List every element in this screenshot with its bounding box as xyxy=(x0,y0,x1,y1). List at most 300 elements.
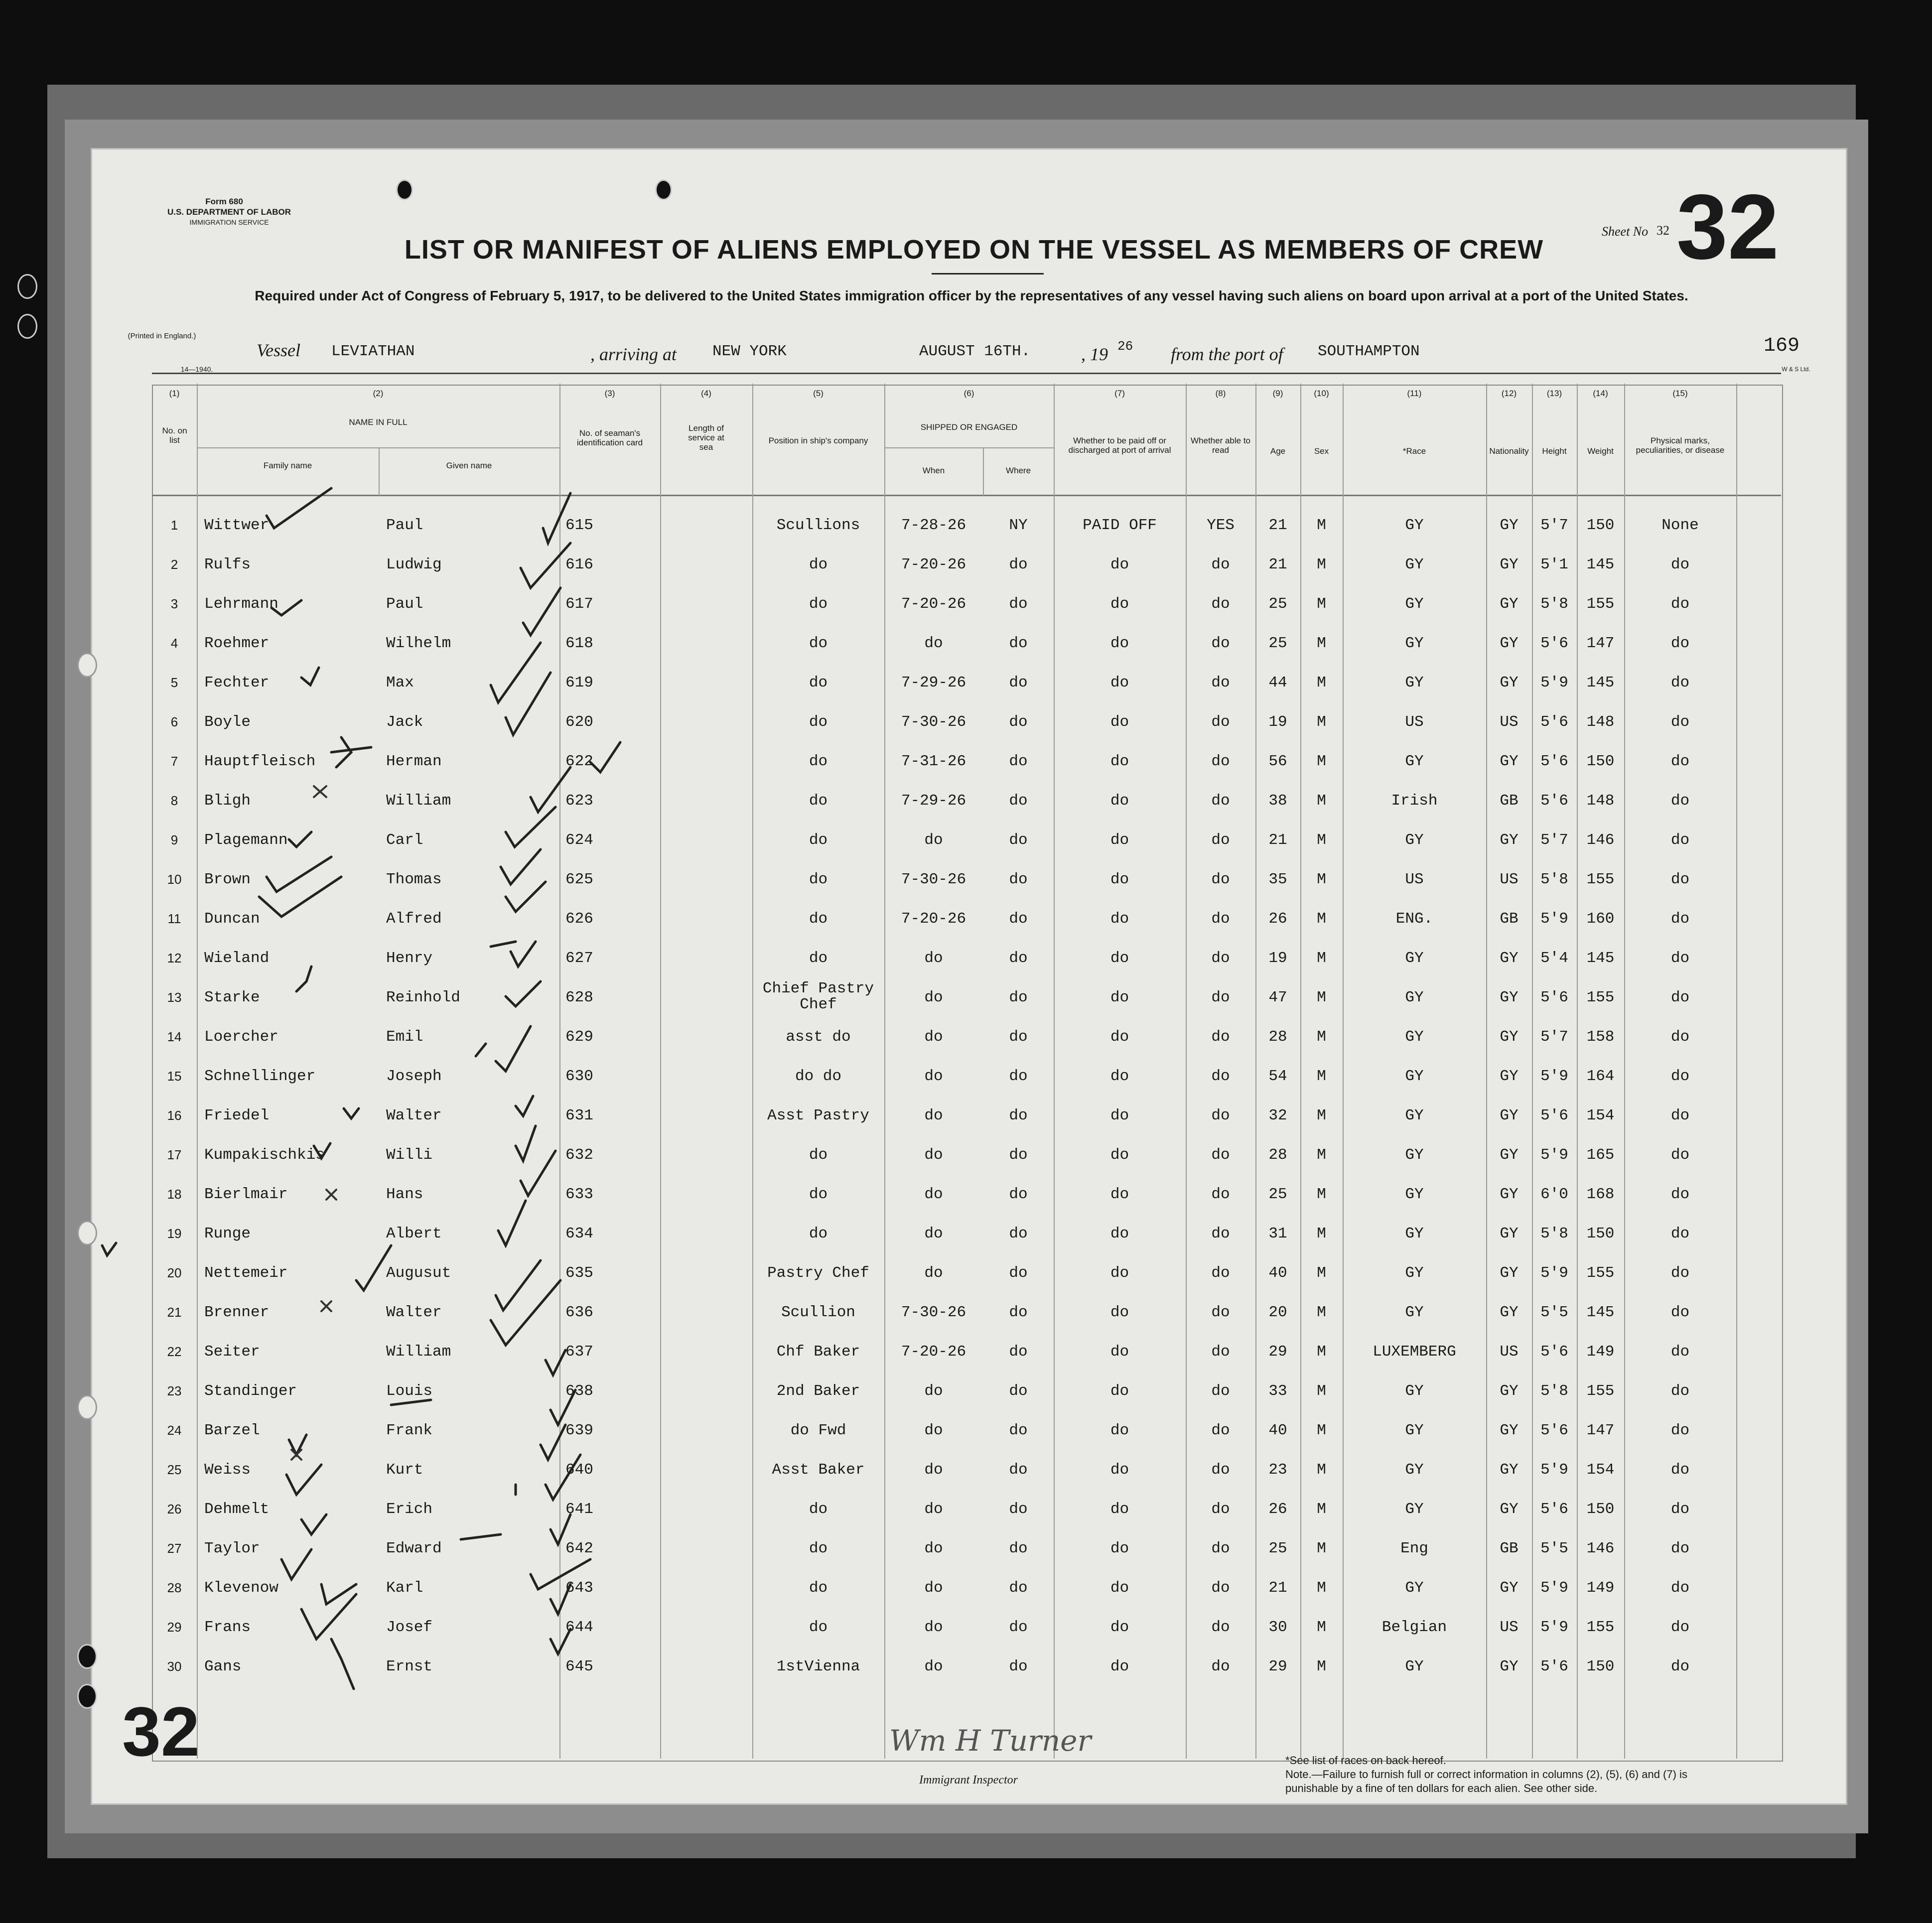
table-row xyxy=(92,1608,1846,1647)
height: 5'6 xyxy=(1540,1343,1568,1361)
paid-off: do xyxy=(1110,871,1129,888)
able-to-read: do xyxy=(1211,1107,1230,1124)
family-name: Seiter xyxy=(204,1343,260,1361)
table-row xyxy=(92,1332,1846,1372)
family-name: Nettemeir xyxy=(204,1264,288,1282)
paid-off: do xyxy=(1110,950,1129,967)
able-to-read: do xyxy=(1211,871,1230,888)
binder-hole xyxy=(77,1684,97,1709)
family-name: Runge xyxy=(204,1225,251,1242)
able-to-read: do xyxy=(1211,1658,1230,1675)
height: 5'9 xyxy=(1540,1461,1568,1479)
given-name: Paul xyxy=(386,517,423,534)
physical-marks: do xyxy=(1670,1382,1690,1400)
weight: 145 xyxy=(1586,674,1615,691)
engaged-place: do xyxy=(1009,1304,1028,1321)
sheet-label: Sheet No xyxy=(1602,224,1649,239)
engaged-date: do xyxy=(924,1501,943,1518)
age: 56 xyxy=(1268,753,1287,770)
id-card-number: 641 xyxy=(565,1501,593,1518)
able-to-read: do xyxy=(1211,1579,1230,1597)
weight: 149 xyxy=(1586,1343,1615,1361)
physical-marks: do xyxy=(1670,910,1690,928)
paid-off: do xyxy=(1110,1225,1129,1242)
table-row xyxy=(92,899,1846,939)
family-name: Bierlmair xyxy=(204,1186,288,1203)
sex: M xyxy=(1317,1146,1326,1164)
table-row xyxy=(92,1096,1846,1135)
table-row xyxy=(92,702,1846,742)
height: 5'7 xyxy=(1540,1028,1568,1046)
nationality: GY xyxy=(1500,1068,1518,1085)
printer-mark: W & S Ltd. xyxy=(1782,366,1810,373)
engaged-place: do xyxy=(1009,910,1028,928)
sex: M xyxy=(1317,1264,1326,1282)
table-row xyxy=(92,545,1846,584)
weight: 154 xyxy=(1586,1107,1615,1124)
title-rule xyxy=(932,273,1044,275)
sex: M xyxy=(1317,1343,1326,1361)
ship-position: do xyxy=(809,871,828,888)
given-name: Jack xyxy=(386,713,423,731)
family-name: Taylor xyxy=(204,1540,260,1557)
race: GY xyxy=(1405,1579,1424,1597)
physical-marks: do xyxy=(1670,1579,1690,1597)
weight: 147 xyxy=(1586,1422,1615,1439)
table-row xyxy=(92,1214,1846,1253)
weight: 149 xyxy=(1586,1579,1615,1597)
race: US xyxy=(1405,713,1424,731)
engaged-date: 7-29-26 xyxy=(901,674,966,691)
family-name: Rulfs xyxy=(204,556,251,573)
able-to-read: do xyxy=(1211,674,1230,691)
weight: 154 xyxy=(1586,1461,1615,1479)
ship-position: do xyxy=(809,635,828,652)
weight: 150 xyxy=(1586,1225,1615,1242)
family-name: Gans xyxy=(204,1658,242,1675)
engaged-date: 7-31-26 xyxy=(901,753,966,770)
ship-position: do xyxy=(809,1501,828,1518)
engaged-place: do xyxy=(1009,635,1028,652)
given-name: Herman xyxy=(386,753,442,770)
row-number: 7 xyxy=(170,754,178,769)
row-number: 16 xyxy=(167,1108,182,1123)
age: 23 xyxy=(1268,1461,1287,1479)
given-name: Reinhold xyxy=(386,989,460,1006)
weight: 145 xyxy=(1586,950,1615,967)
physical-marks: do xyxy=(1670,831,1690,849)
id-card-number: 615 xyxy=(565,517,593,534)
given-name: Augusut xyxy=(386,1264,451,1282)
height: 5'4 xyxy=(1540,950,1568,967)
able-to-read: do xyxy=(1211,753,1230,770)
age: 28 xyxy=(1268,1028,1287,1046)
document-subtitle: Required under Act of Congress of February 5, 1917, to be delivered to the United States immigration officer by the representatives of any vessel having such aliens on board upon arrival at a port of the United States. xyxy=(255,288,1688,303)
physical-marks: do xyxy=(1670,950,1690,967)
row-number: 30 xyxy=(167,1659,182,1674)
ship-position: Chf Baker xyxy=(776,1343,860,1361)
physical-marks: do xyxy=(1670,1501,1690,1518)
age: 29 xyxy=(1268,1658,1287,1675)
id-card-number: 616 xyxy=(565,556,593,573)
weight: 160 xyxy=(1586,910,1615,928)
age: 54 xyxy=(1268,1068,1287,1085)
sex: M xyxy=(1317,1028,1326,1046)
arriving-label: , arriving at xyxy=(590,344,677,364)
paid-off: do xyxy=(1110,635,1129,652)
height: 5'8 xyxy=(1540,1382,1568,1400)
height: 5'5 xyxy=(1540,1540,1568,1557)
id-card-number: 630 xyxy=(565,1068,593,1085)
from-port-label: from the port of xyxy=(1171,344,1283,364)
race: ENG. xyxy=(1395,910,1433,928)
age: 38 xyxy=(1268,792,1287,810)
col-12-number: (12) xyxy=(1501,389,1517,398)
nationality: GB xyxy=(1500,910,1518,928)
ship-position: do xyxy=(809,674,828,691)
table-row xyxy=(92,1175,1846,1214)
physical-marks: do xyxy=(1670,1186,1690,1203)
able-to-read: do xyxy=(1211,1304,1230,1321)
col-family-header: Family name xyxy=(263,461,312,470)
table-row xyxy=(92,1135,1846,1175)
ship-position: do do xyxy=(795,1068,841,1085)
year-prefix: , 19 xyxy=(1081,344,1108,364)
engaged-date: do xyxy=(924,1422,943,1439)
row-number: 5 xyxy=(170,675,178,690)
engaged-date: do xyxy=(924,1658,943,1675)
nationality: GY xyxy=(1500,950,1518,967)
nationality: GY xyxy=(1500,1579,1518,1597)
col-name-header: NAME IN FULL xyxy=(349,417,408,427)
given-name: Kurt xyxy=(386,1461,423,1479)
nationality: GY xyxy=(1500,1225,1518,1242)
engaged-place: do xyxy=(1009,1422,1028,1439)
family-name: Lehrmann xyxy=(204,595,278,613)
height: 5'7 xyxy=(1540,517,1568,534)
given-name: Walter xyxy=(386,1107,442,1124)
height: 5'6 xyxy=(1540,753,1568,770)
sex: M xyxy=(1317,595,1326,613)
department-label: U.S. DEPARTMENT OF LABOR xyxy=(167,207,291,217)
engaged-date: do xyxy=(924,1068,943,1085)
col-age-header: Age xyxy=(1270,446,1286,456)
row-number: 21 xyxy=(167,1305,182,1320)
given-name: Wilhelm xyxy=(386,635,451,652)
engaged-date: 7-20-26 xyxy=(901,910,966,928)
engaged-date: do xyxy=(924,1225,943,1242)
paid-off: do xyxy=(1110,989,1129,1006)
nationality: GY xyxy=(1500,1186,1518,1203)
race: GY xyxy=(1405,753,1424,770)
given-name: Emil xyxy=(386,1028,423,1046)
nationality: GY xyxy=(1500,753,1518,770)
family-name: Boyle xyxy=(204,713,251,731)
table-row xyxy=(92,939,1846,978)
engaged-place: do xyxy=(1009,1540,1028,1557)
paid-off: do xyxy=(1110,1658,1129,1675)
paid-off: do xyxy=(1110,910,1129,928)
given-name: William xyxy=(386,792,451,810)
height: 5'5 xyxy=(1540,1304,1568,1321)
physical-marks: do xyxy=(1670,674,1690,691)
table-row xyxy=(92,663,1846,702)
sheet-stamp: 32 xyxy=(122,1692,200,1771)
id-card-number: 635 xyxy=(565,1264,593,1282)
engaged-date: 7-20-26 xyxy=(901,1343,966,1361)
nationality: GY xyxy=(1500,1422,1518,1439)
col-marks-header: Physical marks, peculiarities, or disease xyxy=(1636,436,1725,455)
engaged-place: do xyxy=(1009,1658,1028,1675)
engaged-date: do xyxy=(924,1619,943,1636)
able-to-read: do xyxy=(1211,950,1230,967)
print-code: 14—1940. xyxy=(180,365,213,373)
id-card-number: 631 xyxy=(565,1107,593,1124)
able-to-read: do xyxy=(1211,1146,1230,1164)
ship-position: do xyxy=(809,910,828,928)
weight: 146 xyxy=(1586,1540,1615,1557)
race: GY xyxy=(1405,1264,1424,1282)
col-7-number: (7) xyxy=(1114,389,1125,398)
height: 5'9 xyxy=(1540,1264,1568,1282)
departure-port: SOUTHAMPTON xyxy=(1318,343,1420,360)
sex: M xyxy=(1317,792,1326,810)
paid-off: do xyxy=(1110,753,1129,770)
able-to-read: do xyxy=(1211,713,1230,731)
age: 47 xyxy=(1268,989,1287,1006)
id-card-number: 638 xyxy=(565,1382,593,1400)
id-card-number: 625 xyxy=(565,871,593,888)
weight: 148 xyxy=(1586,713,1615,731)
binder-hole xyxy=(77,1395,97,1420)
ship-position: Asst Pastry xyxy=(767,1107,869,1124)
nationality: US xyxy=(1500,1619,1518,1636)
height: 5'6 xyxy=(1540,792,1568,810)
row-number: 14 xyxy=(167,1029,182,1044)
paid-off: do xyxy=(1110,1264,1129,1282)
id-card-number: 633 xyxy=(565,1186,593,1203)
height: 5'7 xyxy=(1540,831,1568,849)
sex: M xyxy=(1317,1579,1326,1597)
paid-off: do xyxy=(1110,674,1129,691)
physical-marks: do xyxy=(1670,753,1690,770)
physical-marks: do xyxy=(1670,1068,1690,1085)
row-number: 24 xyxy=(167,1423,182,1438)
id-card-number: 639 xyxy=(565,1422,593,1439)
sheet-number-small: 32 xyxy=(1656,223,1669,238)
col-15-number: (15) xyxy=(1672,389,1688,398)
race: GY xyxy=(1405,1304,1424,1321)
family-name: Weiss xyxy=(204,1461,251,1479)
race: GY xyxy=(1405,1501,1424,1518)
col-5-number: (5) xyxy=(813,389,824,398)
table-row xyxy=(92,1411,1846,1450)
family-name: Schnellinger xyxy=(204,1068,316,1085)
physical-marks: do xyxy=(1670,1619,1690,1636)
given-name: Louis xyxy=(386,1382,433,1400)
sex: M xyxy=(1317,556,1326,573)
able-to-read: do xyxy=(1211,792,1230,810)
sex: M xyxy=(1317,713,1326,731)
race: Eng xyxy=(1400,1540,1428,1557)
ship-position: Pastry Chef xyxy=(767,1264,869,1282)
row-number: 10 xyxy=(167,872,182,887)
row-number: 4 xyxy=(170,636,178,651)
age: 21 xyxy=(1268,1579,1287,1597)
id-card-number: 628 xyxy=(565,989,593,1006)
form-number: Form 680 xyxy=(205,197,243,206)
binder-hole xyxy=(77,1221,97,1245)
document-title: LIST OR MANIFEST OF ALIENS EMPLOYED ON THE VESSEL AS MEMBERS OF CREW xyxy=(404,235,1544,265)
nationality: GY xyxy=(1500,1146,1518,1164)
height: 5'6 xyxy=(1540,1658,1568,1675)
nationality: GY xyxy=(1500,595,1518,613)
id-card-number: 632 xyxy=(565,1146,593,1164)
given-name: Carl xyxy=(386,831,423,849)
col-where-header: Where xyxy=(1005,466,1031,475)
weight: 158 xyxy=(1586,1028,1615,1046)
row-number: 11 xyxy=(167,911,181,926)
engaged-place: do xyxy=(1009,713,1028,731)
ship-position: do xyxy=(809,1146,828,1164)
engaged-date: do xyxy=(924,1186,943,1203)
ship-position: do xyxy=(809,950,828,967)
weight: 147 xyxy=(1586,635,1615,652)
engaged-date: 7-30-26 xyxy=(901,713,966,731)
race: Belgian xyxy=(1381,1619,1447,1636)
height: 5'6 xyxy=(1540,1501,1568,1518)
engaged-place: do xyxy=(1009,1107,1028,1124)
id-card-number: 619 xyxy=(565,674,593,691)
physical-marks: None xyxy=(1661,517,1699,534)
race: GY xyxy=(1405,1382,1424,1400)
printed-in-label: (Printed in England.) xyxy=(128,332,196,340)
ship-position: Asst Baker xyxy=(772,1461,865,1479)
row-number: 20 xyxy=(167,1265,182,1280)
given-name: Albert xyxy=(386,1225,442,1242)
ship-position: do xyxy=(809,1540,828,1557)
paid-off: do xyxy=(1110,1068,1129,1085)
ship-position: do xyxy=(809,1186,828,1203)
paid-off: do xyxy=(1110,1422,1129,1439)
race: GY xyxy=(1405,1225,1424,1242)
engaged-date: 7-29-26 xyxy=(901,792,966,810)
height: 5'9 xyxy=(1540,1068,1568,1085)
id-card-number: 618 xyxy=(565,635,593,652)
given-name: Walter xyxy=(386,1304,442,1321)
physical-marks: do xyxy=(1670,871,1690,888)
height: 5'8 xyxy=(1540,1225,1568,1242)
row-number: 23 xyxy=(167,1383,182,1398)
vessel-name: LEVIATHAN xyxy=(331,343,415,360)
voyage-rule xyxy=(152,373,1781,374)
punch-hole xyxy=(396,179,413,200)
nationality: US xyxy=(1500,713,1518,731)
engaged-date: 7-20-26 xyxy=(901,595,966,613)
col-8-number: (8) xyxy=(1215,389,1226,398)
nationality: GY xyxy=(1500,635,1518,652)
nationality: GY xyxy=(1500,517,1518,534)
nationality: GY xyxy=(1500,1461,1518,1479)
race: Irish xyxy=(1391,792,1438,810)
paid-off: do xyxy=(1110,1619,1129,1636)
physical-marks: do xyxy=(1670,713,1690,731)
col-nationality-header: Nationality xyxy=(1489,446,1529,456)
nationality: US xyxy=(1500,871,1518,888)
ship-position: do xyxy=(809,556,828,573)
race: GY xyxy=(1405,595,1424,613)
physical-marks: do xyxy=(1670,635,1690,652)
physical-marks: do xyxy=(1670,989,1690,1006)
id-card-number: 626 xyxy=(565,910,593,928)
sex: M xyxy=(1317,1225,1326,1242)
physical-marks: do xyxy=(1670,1264,1690,1282)
paid-off: do xyxy=(1110,792,1129,810)
physical-marks: do xyxy=(1670,1028,1690,1046)
table-row xyxy=(92,1293,1846,1332)
col-race-header: *Race xyxy=(1402,446,1426,456)
height: 5'8 xyxy=(1540,871,1568,888)
nationality: GY xyxy=(1500,1107,1518,1124)
race: GY xyxy=(1405,517,1424,534)
family-name: Klevenow xyxy=(204,1579,278,1597)
age: 26 xyxy=(1268,910,1287,928)
col-given-header: Given name xyxy=(446,461,492,470)
arrival-date: AUGUST 16TH. xyxy=(919,343,1031,360)
able-to-read: do xyxy=(1211,1225,1230,1242)
family-name: Roehmer xyxy=(204,635,270,652)
race: GY xyxy=(1405,1146,1424,1164)
family-name: Duncan xyxy=(204,910,260,928)
family-name: Barzel xyxy=(204,1422,260,1439)
col-2-number: (2) xyxy=(373,389,384,398)
weight: 145 xyxy=(1586,556,1615,573)
row-number: 26 xyxy=(167,1502,182,1516)
able-to-read: do xyxy=(1211,556,1230,573)
weight: 150 xyxy=(1586,517,1615,534)
arrival-port: NEW YORK xyxy=(712,343,787,360)
able-to-read: do xyxy=(1211,1501,1230,1518)
id-card-number: 627 xyxy=(565,950,593,967)
weight: 164 xyxy=(1586,1068,1615,1085)
able-to-read: do xyxy=(1211,910,1230,928)
height: 5'1 xyxy=(1540,556,1568,573)
sex: M xyxy=(1317,1540,1326,1557)
inspector-label: Immigrant Inspector xyxy=(919,1774,1018,1786)
given-name: Thomas xyxy=(386,871,442,888)
punch-hole xyxy=(655,179,672,200)
sex: M xyxy=(1317,1619,1326,1636)
engaged-date: do xyxy=(924,1461,943,1479)
col-sex-header: Sex xyxy=(1314,446,1329,456)
row-number: 2 xyxy=(170,557,178,572)
engaged-date: do xyxy=(924,1146,943,1164)
engaged-place: do xyxy=(1009,1343,1028,1361)
engaged-place: do xyxy=(1009,1461,1028,1479)
paid-off: do xyxy=(1110,1382,1129,1400)
row-number: 13 xyxy=(167,990,182,1005)
table-row xyxy=(92,1057,1846,1096)
sex: M xyxy=(1317,674,1326,691)
col-13-number: (13) xyxy=(1546,389,1562,398)
weight: 155 xyxy=(1586,1264,1615,1282)
paid-off: do xyxy=(1110,1107,1129,1124)
id-card-number: 623 xyxy=(565,792,593,810)
height: 5'8 xyxy=(1540,595,1568,613)
paid-off: do xyxy=(1110,1146,1129,1164)
col-card-header: No. of seaman's identification card xyxy=(576,428,643,447)
id-card-number: 637 xyxy=(565,1343,593,1361)
